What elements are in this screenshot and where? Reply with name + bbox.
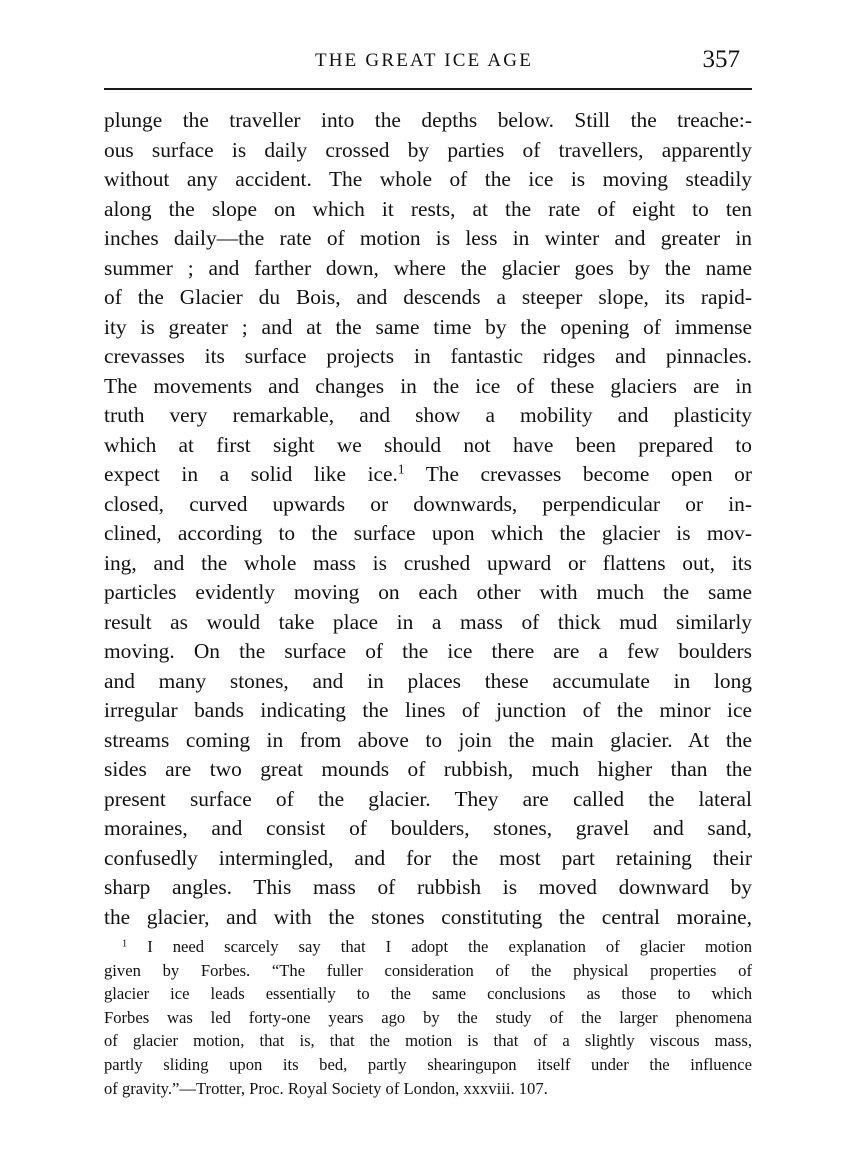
line-text-before-ref: expect in a solid like ice.	[104, 462, 398, 486]
body-line: the glacier, and with the stones constituting the central moraine,	[104, 904, 752, 929]
body-line: ity is greater ; and at the same time by the opening of immense	[104, 314, 752, 339]
body-line: confusedly intermingled, and for the most part retaining their	[104, 845, 752, 870]
body-line: plunge the traveller into the depths below. Still the treache:-	[104, 108, 752, 132]
body-line: of the Glacier du Bois, and descends a steeper slope, its rapid-	[104, 285, 752, 309]
footnote-line: glacier ice leads essentially to the same conclusions as those to which	[104, 984, 752, 1004]
line-text-after-ref: The crevasses become open or	[404, 462, 752, 486]
page-header	[104, 46, 744, 80]
footnote-reference[interactable]: 1	[397, 461, 405, 477]
body-line: which at first sight we should not have been prepared to	[104, 432, 752, 457]
body-line: result as would take place in a mass of thick mud similarly	[104, 609, 752, 634]
body-line: streams coming in from above to join the main glacier. At the	[104, 727, 752, 752]
running-title: THE GREAT ICE AGE	[314, 50, 534, 71]
body-line: irregular bands indicating the lines of junction of the minor ice	[104, 698, 752, 722]
body-text	[104, 106, 752, 932]
body-line: without any accident. The whole of the ice is moving steadily	[104, 167, 752, 191]
body-line: inches daily—the rate of motion is less in winter and greater in	[104, 226, 752, 250]
body-line: moving. On the surface of the ice there are a few boulders	[104, 639, 752, 663]
page-number: 357	[702, 46, 740, 73]
body-line: and many stones, and in places these accumulate in long	[104, 668, 752, 693]
footnote-line: of gravity.”—Trotter, Proc. Royal Society of London, xxxviii. 107.	[104, 1078, 548, 1098]
footnote-line: given by Forbes. “The fuller consideration of the physical properties of	[104, 960, 752, 980]
body-line: particles evidently moving on each other with much the same	[104, 580, 752, 604]
body-line: summer ; and farther down, where the glacier goes by the name	[104, 255, 752, 280]
body-line: present surface of the glacier. They are called the lateral	[104, 786, 752, 811]
footnote-line: Forbes was led forty-one years ago by the study of the larger phenomena	[104, 1007, 752, 1027]
body-line: The movements and changes in the ice of these glaciers are in	[104, 373, 752, 398]
body-line: clined, according to the surface upon which the glacier is mov-	[104, 521, 752, 545]
body-line: sides are two great mounds of rubbish, much higher than the	[104, 757, 752, 781]
body-line: along the slope on which it rests, at the rate of eight to ten	[104, 196, 752, 221]
body-line: ing, and the whole mass is crushed upward or flattens out, its	[104, 550, 752, 575]
footnote-marker: 1	[122, 938, 128, 950]
body-line: closed, curved upwards or downwards, perpendicular or in-	[104, 491, 752, 516]
body-line: ous surface is daily crossed by parties of travellers, apparently	[104, 137, 752, 162]
body-line: sharp angles. This mass of rubbish is moved downward by	[104, 875, 752, 899]
body-line: truth very remarkable, and show a mobility and plasticity	[104, 403, 752, 427]
footnote-line: partly sliding upon its bed, partly shearingupon itself under the influence	[104, 1054, 752, 1074]
body-line: moraines, and consist of boulders, stones, gravel and sand,	[104, 816, 752, 840]
body-line-with-footnote-ref	[104, 460, 752, 490]
body-line: crevasses its surface projects in fantastic ridges and pinnacles.	[104, 344, 752, 368]
footnote-line	[104, 935, 752, 959]
footnote	[104, 935, 752, 1100]
footnote-line: of glacier motion, that is, that the motion is that of a slightly viscous mass,	[104, 1031, 752, 1051]
header-rule	[104, 88, 752, 90]
footnote-text: I need scarcely say that I adopt the explanation of glacier motion	[127, 937, 752, 956]
